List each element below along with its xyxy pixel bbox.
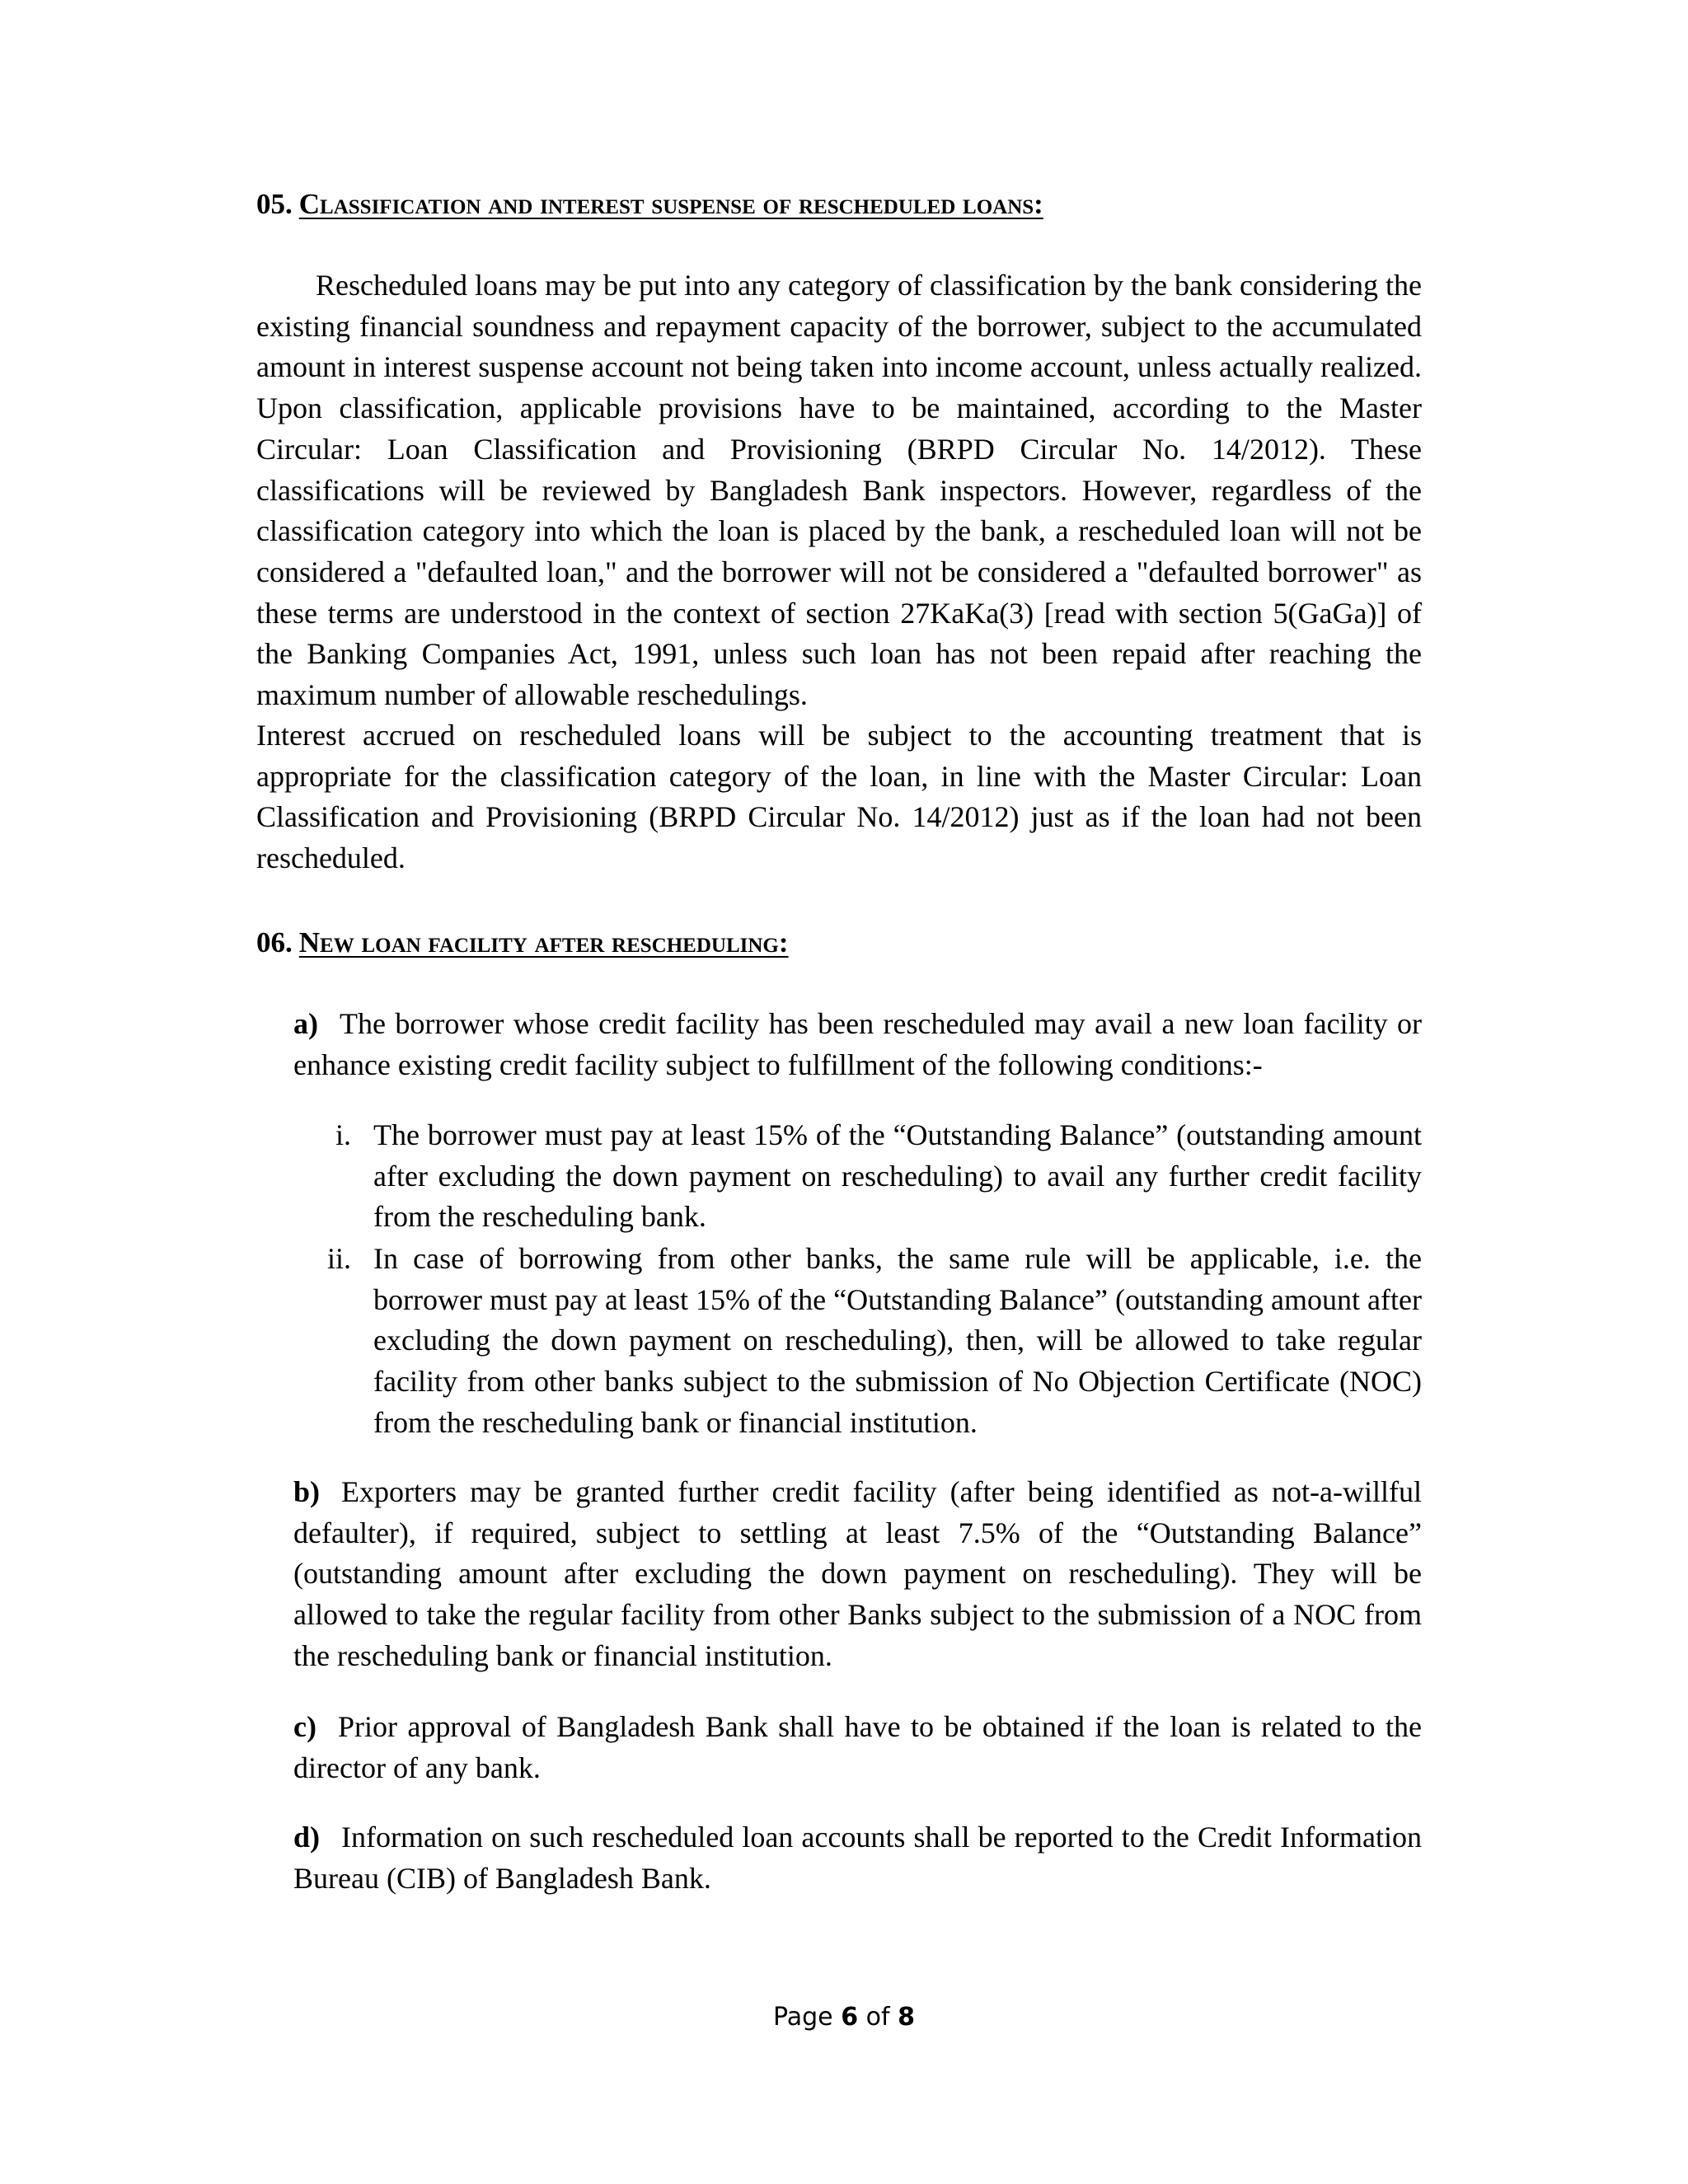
page-footer [0,2003,1688,2032]
list-item-label: c) [293,1710,316,1743]
list-item-text: Prior approval of Bangladesh Bank shall have to be obtained if the loan is related to the director of any bank. [293,1710,1422,1784]
list-item-d [293,1817,1422,1899]
list-item-text: Information on such rescheduled loan accounts shall be reported to the Credit Information Bureau (CIB) of Bangladesh Bank. [293,1821,1422,1895]
list-item-a [293,1004,1422,1085]
section-05-title: Classification and interest suspense of rescheduled loans: [298,188,1043,220]
sub-item-i: The borrower must pay at least 15% of the “Outstanding Balance” (outstanding amount after excluding the down payment on rescheduling) to avail any further credit facility from the rescheduling bank. [373,1118,1422,1234]
sub-item-ii: In case of borrowing from other banks, the same rule will be applicable, i.e. the borrower must pay at least 15% of the “Outstanding Balance” (outstanding amount after excluding the down payment on rescheduling), then, will be allowed to take regular facility from other banks subject to the submission of No Objection Certificate (NOC) from the rescheduling bank or financial institution. [373,1242,1422,1439]
section-06-title: New loan facility after rescheduling: [298,926,789,958]
section-06-heading [256,925,789,961]
section-05-paragraph-1: Rescheduled loans may be put into any category of classification by the bank considering the existing financial soundness and repayment capacity of the borrower, subject to the accumulated amount in interest suspense account not being taken into income account, unless actually realized. Upon classification, applicable provisions have to be maintained, according to the Master Circular: Loan Classification and Provisioning (BRPD Circular No. 14/2012). These classifications will be reviewed by Bangladesh Bank inspectors. However, regardless of the classification category into which the loan is placed by the bank, a rescheduled loan will not be considered a "defaulted loan," and the borrower will not be considered a "defaulted borrower" as these terms are understood in the context of section 27KaKa(3) [read with section 5(GaGa)] of the Banking Companies Act, 1991, unless such loan has not been repaid after reaching the maximum number of allowable reschedulings. [256,269,1422,712]
list-item-label: d) [293,1821,321,1854]
list-item-c [293,1707,1422,1788]
footer-page-word: Page [773,2003,833,2032]
list-item-text: The borrower whose credit facility has been rescheduled may avail a new loan facility or enhance existing credit facility subject to fulfillment of the following conditions:- [293,1007,1422,1081]
section-05-number: 05. [256,188,293,220]
list-item-label: b) [293,1475,321,1508]
section-05-heading [256,186,1043,223]
footer-of-word: of [865,2003,890,2032]
sub-item-number: i. [335,1118,351,1151]
list-item-text: Exporters may be granted further credit facility (after being identified as not-a-willful defaulter), if required, subject to settling at least 7.5% of the “Outstanding Balance” (outstanding amount after excluding the down payment on rescheduling). They will be allowed to take the regular facility from other Banks subject to the submission of a NOC from the rescheduling bank or financial institution. [293,1475,1422,1672]
list-item-label: a) [293,1007,318,1040]
sub-item-number: ii. [326,1242,351,1275]
list-item-b [293,1472,1422,1677]
section-05-paragraph-2: Interest accrued on rescheduled loans will be subject to the accounting treatment that is appropriate for the classification category of the loan, in line with the Master Circular: Loan Classification and Provisioning (BRPD Circular No. 14/2012) just as if the loan had not been rescheduled. [256,719,1422,875]
footer-total-pages: 8 [898,2003,915,2032]
section-06-number: 06. [256,926,293,958]
footer-current-page: 6 [841,2003,859,2032]
